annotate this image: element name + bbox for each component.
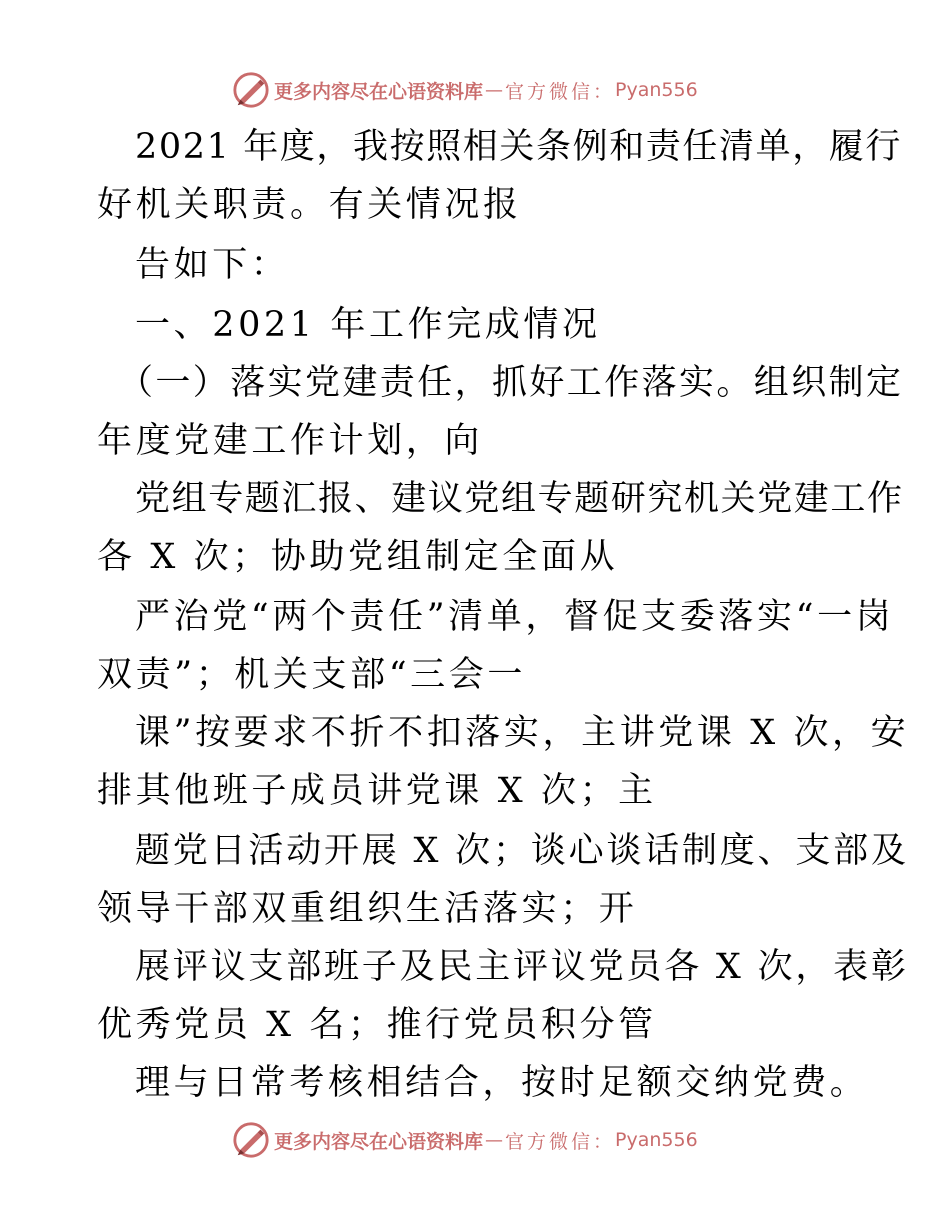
footer-watermark	[232, 1120, 752, 1160]
body-line: 展评议支部班子及民主评议党员各 X 次，表彰	[135, 947, 909, 987]
body-line: 优秀党员 X 名；推行党员积分管	[97, 1005, 657, 1045]
body-line: 年度党建工作计划，向	[97, 421, 484, 461]
watermark-wechat-id: Pyan556	[615, 1129, 698, 1151]
body-line: 双责”；机关支部“三会一	[97, 655, 526, 695]
watermark-separator: —	[485, 79, 504, 101]
body-line: 党组专题汇报、建议党组专题研究机关党建工作	[135, 479, 904, 519]
section-heading: 一、2021 年工作完成情况	[135, 305, 601, 345]
watermark-wechat-id: Pyan556	[615, 79, 698, 101]
watermark-official-label: 官方微信：	[505, 1130, 616, 1153]
body-line: 课”按要求不折不扣落实，主讲党课 X 次，安	[135, 713, 910, 753]
body-line: 2021 年度，我按照相关条例和责任清单，履行	[135, 127, 902, 167]
watermark-separator: —	[485, 1129, 504, 1151]
body-line: （一）落实党建责任，抓好工作落实。组织制定	[118, 363, 904, 403]
watermark-main-text: 更多内容尽在心语资料库	[274, 80, 484, 103]
body-line: 告如下：	[135, 245, 290, 285]
pen-logo-icon	[232, 71, 270, 109]
pen-logo-icon	[232, 1121, 270, 1159]
body-line: 题党日活动开展 X 次；谈心谈话制度、支部及	[135, 831, 909, 871]
body-line: 严治党“两个责任”清单，督促支委落实“一岗	[135, 597, 895, 637]
body-line: 好机关职责。有关情况报	[97, 185, 522, 225]
body-line: 排其他班子成员讲党课 X 次；主	[97, 771, 657, 811]
body-line: 领导干部双重组织生活落实；开	[97, 889, 638, 929]
body-line: 理与日常考核相结合，按时足额交纳党费。	[135, 1063, 869, 1103]
header-watermark	[232, 70, 752, 110]
body-line: 各 X 次；协助党组制定全面从	[97, 537, 619, 577]
watermark-official-label: 官方微信：	[505, 80, 616, 103]
watermark-main-text: 更多内容尽在心语资料库	[274, 1130, 484, 1153]
